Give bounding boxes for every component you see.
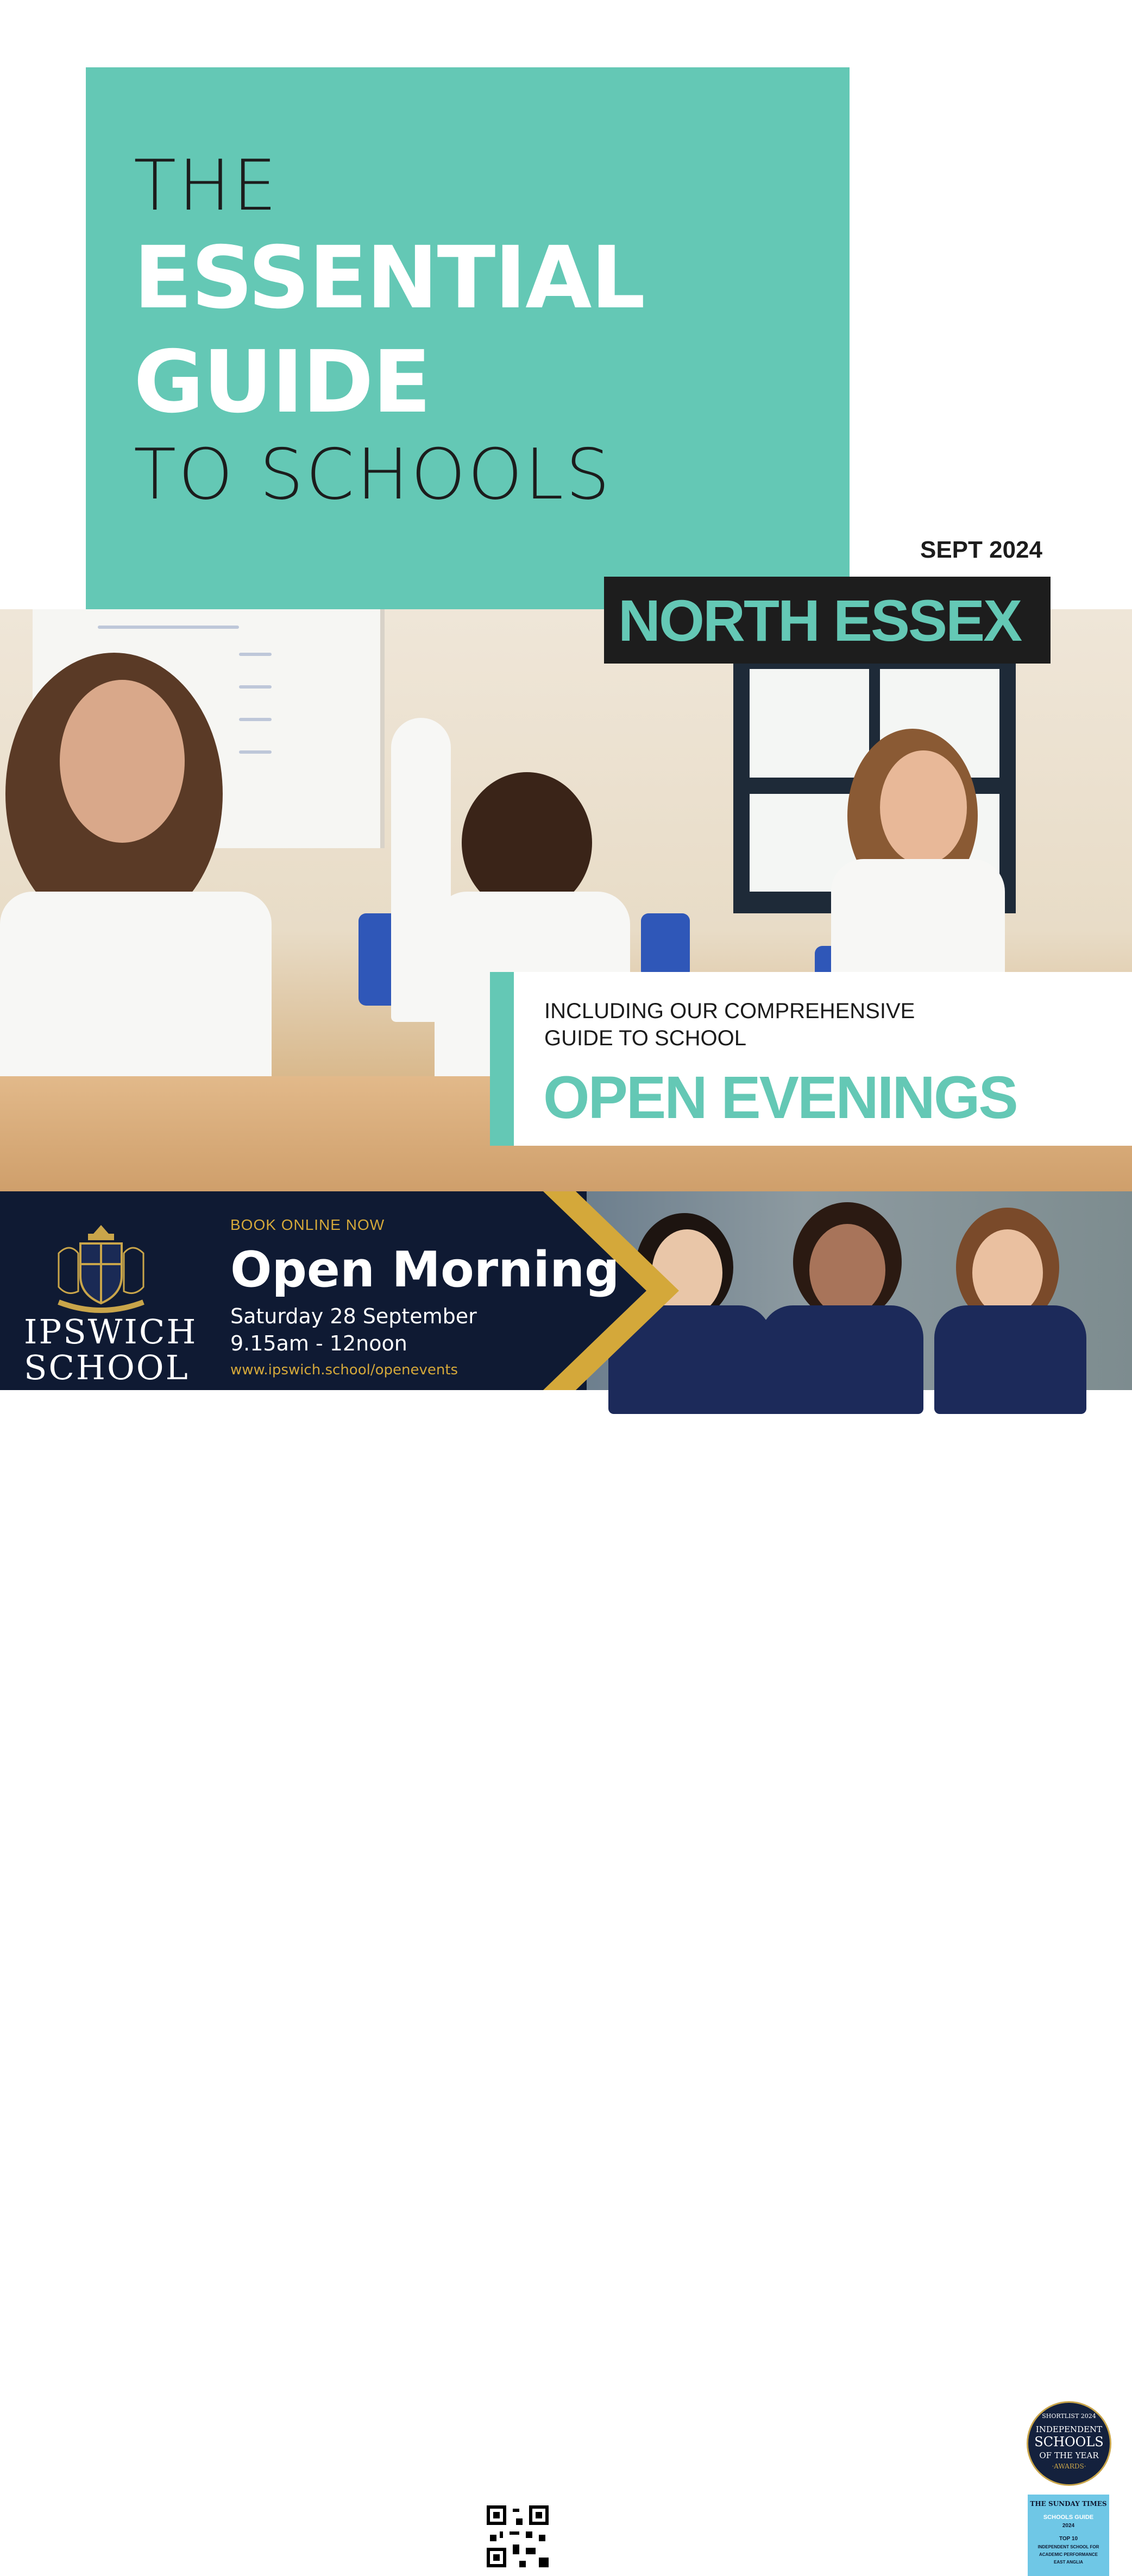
cover-title-line-1: THE [134,146,279,226]
feature-headline: OPEN EVENINGS [543,1064,1017,1131]
feature-accent-bar [490,972,514,1146]
cover-title-line-2: ESSENTIAL [134,228,645,328]
event-headline: Open Morning [230,1241,620,1298]
booking-prompt: BOOK ONLINE NOW [230,1216,385,1233]
sunday-times-badge: THE SUNDAY TIMES SCHOOLS GUIDE 2024 TOP 10 INDEPENDENT SCHOOL FOR ACADEMIC PERFORMANCE EAST ANGLIA [1028,2495,1109,2576]
school-crest-icon [48,1221,154,1318]
qr-code-icon [483,2502,552,2571]
event-time: 9.15am - 12noon [230,1331,407,1355]
chair [641,913,690,978]
awards-badge: SHORTLIST 2024 INDEPENDENT SCHOOLS OF THE YEAR ·AWARDS· [1027,2401,1111,2486]
school-name-line-1: IPSWICH [24,1312,198,1352]
qr-code[interactable] [483,2502,552,2571]
cover-title-line-3: GUIDE [134,332,430,432]
feature-intro-line-2: GUIDE TO SCHOOL [544,1026,746,1050]
region-label: NORTH ESSEX [618,588,1021,653]
event-url-link[interactable]: www.ipswich.school/openevents [230,1362,458,1378]
issue-date: SEPT 2024 [920,536,1042,563]
school-name-line-2: SCHOOL [24,1348,190,1387]
cover-title-line-4: TO SCHOOLS [134,434,612,515]
student-face [880,750,967,864]
student-face [60,680,185,843]
event-date: Saturday 28 September [230,1304,477,1328]
feature-intro-line-1: INCLUDING OUR COMPREHENSIVE [544,999,915,1023]
